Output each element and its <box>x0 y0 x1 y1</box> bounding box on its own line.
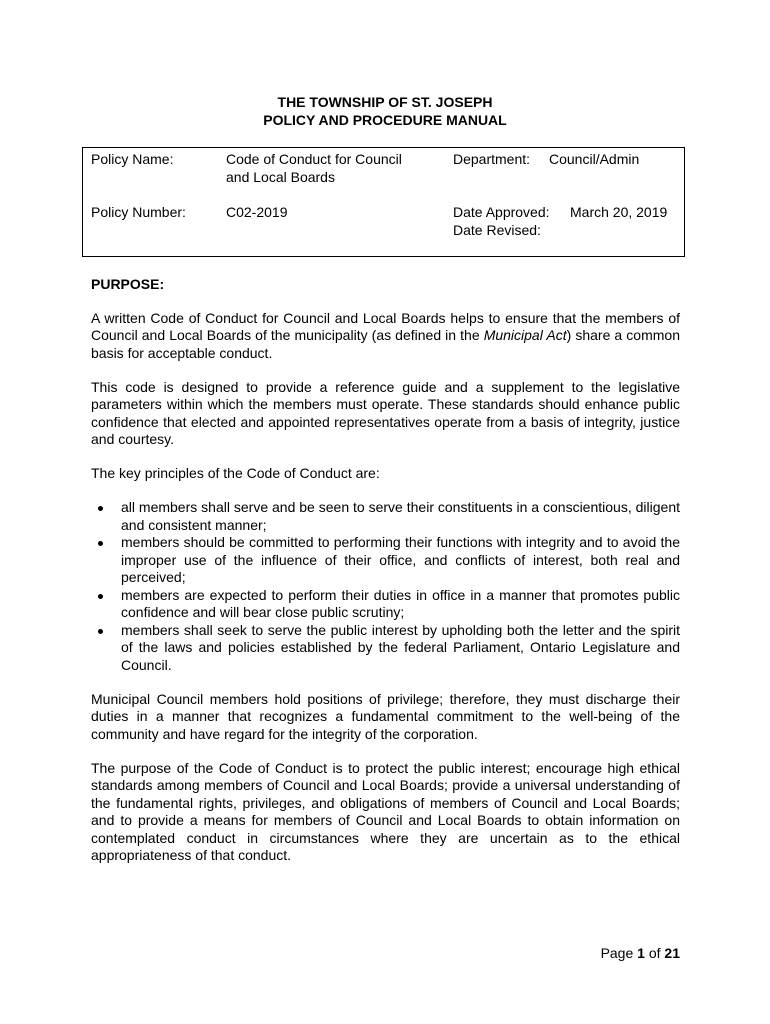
policy-number-label: Policy Number: <box>91 204 186 220</box>
policy-info-box <box>82 147 685 257</box>
of-word: of <box>648 945 661 961</box>
date-approved-label: Date Approved: <box>453 204 550 220</box>
municipal-act-reference: Municipal Act <box>483 327 567 343</box>
policy-name-value-line1: Code of Conduct for Council <box>226 151 402 167</box>
header-township-title: THE TOWNSHIP OF ST. JOSEPH <box>277 94 493 110</box>
paragraph-key-principles: The key principles of the Code of Conduct are: <box>91 465 380 481</box>
list-item <box>91 587 680 622</box>
list-item <box>91 622 680 675</box>
policy-name-label: Policy Name: <box>91 151 174 167</box>
date-approved-value: March 20, 2019 <box>570 204 668 220</box>
page-number <box>601 945 680 962</box>
paragraph-intro <box>91 310 680 363</box>
bullet-icon <box>98 629 103 634</box>
policy-name-value-line2: and Local Boards <box>226 169 335 185</box>
department-value: Council/Admin <box>549 151 640 167</box>
date-revised-label: Date Revised: <box>453 222 541 238</box>
bullet-icon <box>98 594 103 599</box>
current-page: 1 <box>637 945 645 961</box>
document-header <box>0 93 770 129</box>
policy-number-value: C02-2019 <box>226 204 288 220</box>
document-body <box>91 276 680 881</box>
paragraph-purpose-of-code: The purpose of the Code of Conduct is to protect the public interest; encourage high ethical standards among members of Council and Local Boards; provide a universal understanding of the fundamental rights, privileges, and obligations of members of Council and Local Boards; and to provide a means for members of Council and Local Boards to obtain information on contemplated conduct in circumstances where they are uncertain as to the ethical appropriateness of that conduct. <box>91 759 680 863</box>
paragraph-privilege: Municipal Council members hold positions of privilege; therefore, they must discharge their duties in a manner that recognizes a fundamental commitment to the well-being of the community and have regard for the integrity of the corporation. <box>91 690 680 742</box>
list-item-text: all members shall serve and be seen to serve their constituents in a conscientious, diligent and consistent manner; <box>121 499 680 533</box>
list-item-text: members shall seek to serve the public interest by upholding both the letter and the spirit of the laws and policies established by the federal Parliament, Ontario Legislature and Council. <box>121 621 680 673</box>
list-item-text: members should be committed to performing their functions with integrity and to avoid the improper use of the influence of their office, and conflicts of interest, both real and perceived; <box>121 534 680 585</box>
bullet-icon <box>98 541 103 546</box>
page-word: Page <box>600 945 634 961</box>
header-manual-title: POLICY AND PROCEDURE MANUAL <box>263 112 507 128</box>
list-item <box>91 499 680 534</box>
principles-list <box>91 499 680 674</box>
paragraph-reference-guide: This code is designed to provide a reference guide and a supplement to the legislative parameters within which the members must operate. These standards should enhance public confidence that elected and appointed representatives operate from a basis of integrity, justice and courtesy. <box>91 378 680 447</box>
department-label: Department: <box>453 151 531 167</box>
bullet-icon <box>98 506 103 511</box>
purpose-heading: PURPOSE: <box>91 276 165 292</box>
paragraph-intro-end: ) share a common basis for acceptable conduct. <box>91 327 680 361</box>
list-item-text: members are expected to perform their duties in office in a manner that promotes public confidence and will bear close public scrutiny; <box>121 586 680 620</box>
list-item <box>91 534 680 587</box>
paragraph-intro-start: A written Code of Conduct for Council and Local Boards helps to ensure that the members of Council and Local Boards of the municipality (as defined in the <box>91 309 680 343</box>
total-pages: 21 <box>664 945 680 961</box>
